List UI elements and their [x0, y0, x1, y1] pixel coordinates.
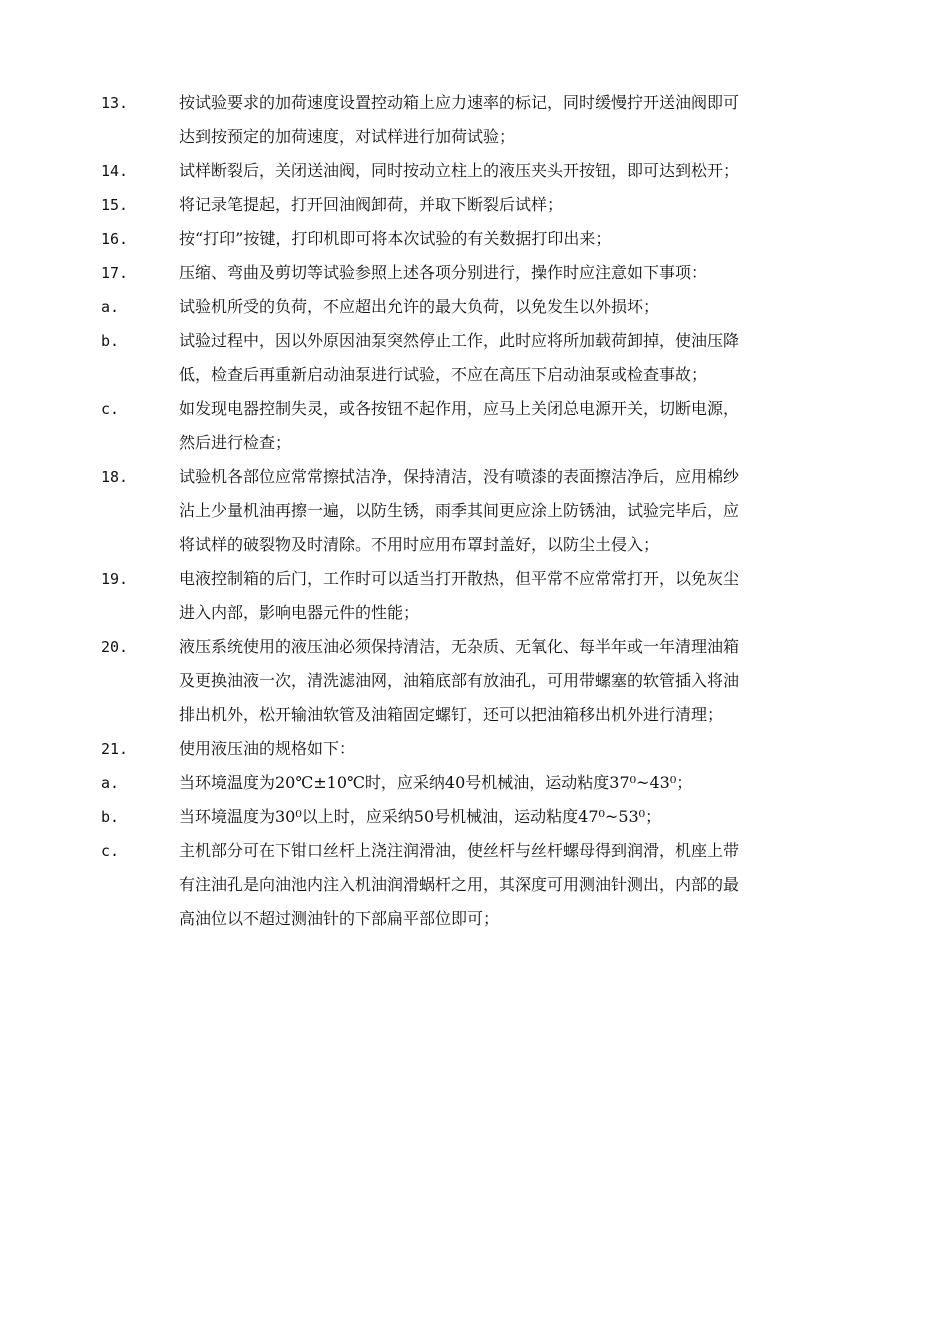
list-item-marker: 18. — [101, 468, 129, 486]
text-line: 进入内部，影响电器元件的性能； — [179, 603, 420, 622]
list-item-marker: 14. — [101, 162, 129, 180]
text-line: 高油位以不超过测油针的下部扁平部位即可； — [179, 909, 500, 928]
list-item-text — [179, 222, 869, 256]
list-item-marker: 19. — [101, 570, 129, 588]
text-line: 液压系统使用的液压油必须保持清洁，无杂质、无氧化、每半年或一年清理油箱 — [179, 637, 740, 656]
text-line: 达到按预定的加荷速度，对试样进行加荷试验； — [179, 127, 516, 146]
list-item-marker: 16. — [101, 230, 129, 248]
list-item-marker: 13. — [101, 94, 129, 112]
list-item-marker: 20. — [101, 638, 129, 656]
list-item-text — [179, 834, 869, 936]
text-line: 排出机外，松开输油软管及油箱固定螺钉，还可以把油箱移出机外进行清理； — [179, 705, 724, 724]
text-line: 将记录笔提起，打开回油阀卸荷，并取下断裂后试样； — [179, 195, 564, 214]
text-line: 低，检查后再重新启动油泵进行试验，不应在高压下启动油泵或检查事故； — [179, 365, 708, 384]
list-item-text — [179, 562, 869, 630]
text-line: 按试验要求的加荷速度设置控动箱上应力速率的标记，同时缓慢拧开送油阀即可 — [179, 93, 740, 112]
list-item-text — [179, 290, 869, 324]
list-item-text — [179, 256, 869, 290]
text-line: 电液控制箱的后门，工作时可以适当打开散热，但平常不应常常打开，以免灰尘 — [179, 569, 740, 588]
text-line: 试验机所受的负荷，不应超出允许的最大负荷，以免发生以外损坏； — [179, 297, 660, 316]
list-item-marker: c. — [101, 400, 120, 418]
text-line: 如发现电器控制失灵，或各按钮不起作用，应马上关闭总电源开关，切断电源， — [179, 399, 740, 418]
text-line: 有注油孔是向油池内注入机油润滑蜗杆之用，其深度可用测油针测出，内部的最 — [179, 875, 740, 894]
list-item-marker: 15. — [101, 196, 129, 214]
list-item-marker: 21. — [101, 740, 129, 758]
list-item-marker: c. — [101, 842, 120, 860]
text-line: 及更换油液一次，清洗滤油网，油箱底部有放油孔，可用带螺塞的软管插入将油 — [179, 671, 740, 690]
list-item-marker: 17. — [101, 264, 129, 282]
list-item-text — [179, 188, 869, 222]
list-item-marker: a. — [101, 298, 120, 316]
list-item-marker: a. — [101, 774, 120, 792]
text-line: 压缩、弯曲及剪切等试验参照上述各项分别进行，操作时应注意如下事项： — [179, 263, 708, 282]
list-item-text — [179, 732, 869, 766]
list-item-text — [179, 86, 869, 154]
text-line: 当环境温度为30⁰以上时，应采纳50号机械油，运动粘度47⁰~53⁰； — [179, 807, 662, 826]
text-line: 主机部分可在下钳口丝杆上浇注润滑油，使丝杆与丝杆螺母得到润滑，机座上带 — [179, 841, 740, 860]
list-item-text — [179, 324, 869, 392]
list-item-text — [179, 766, 869, 800]
text-line: 当环境温度为20℃±10℃时，应采纳40号机械油，运动粘度37⁰~43⁰； — [179, 773, 693, 792]
list-item-text — [179, 154, 869, 188]
list-item-text — [179, 800, 869, 834]
text-line: 然后进行检查； — [179, 433, 292, 452]
list-item-text — [179, 460, 869, 562]
list-item-text — [179, 392, 869, 460]
text-line: 试样断裂后，关闭送油阀，同时按动立柱上的液压夹头开按钮，即可达到松开； — [179, 161, 740, 180]
text-line: 使用液压油的规格如下： — [179, 739, 356, 758]
text-line: 按“打印”按键，打印机即可将本次试验的有关数据打印出来； — [179, 229, 612, 248]
text-line: 试验过程中，因以外原因油泵突然停止工作，此时应将所加载荷卸掉，使油压降 — [179, 331, 740, 350]
text-line: 将试样的破裂物及时清除。不用时应用布罩封盖好，以防尘土侵入； — [179, 535, 660, 554]
list-item-marker: b. — [101, 332, 120, 350]
text-line: 沾上少量机油再擦一遍，以防生锈，雨季其间更应涂上防锈油，试验完毕后，应 — [179, 501, 740, 520]
text-line: 试验机各部位应常常擦拭洁净，保持清洁，没有喷漆的表面擦洁净后，应用棉纱 — [179, 467, 740, 486]
list-item-marker: b. — [101, 808, 120, 826]
list-item-text — [179, 630, 869, 732]
